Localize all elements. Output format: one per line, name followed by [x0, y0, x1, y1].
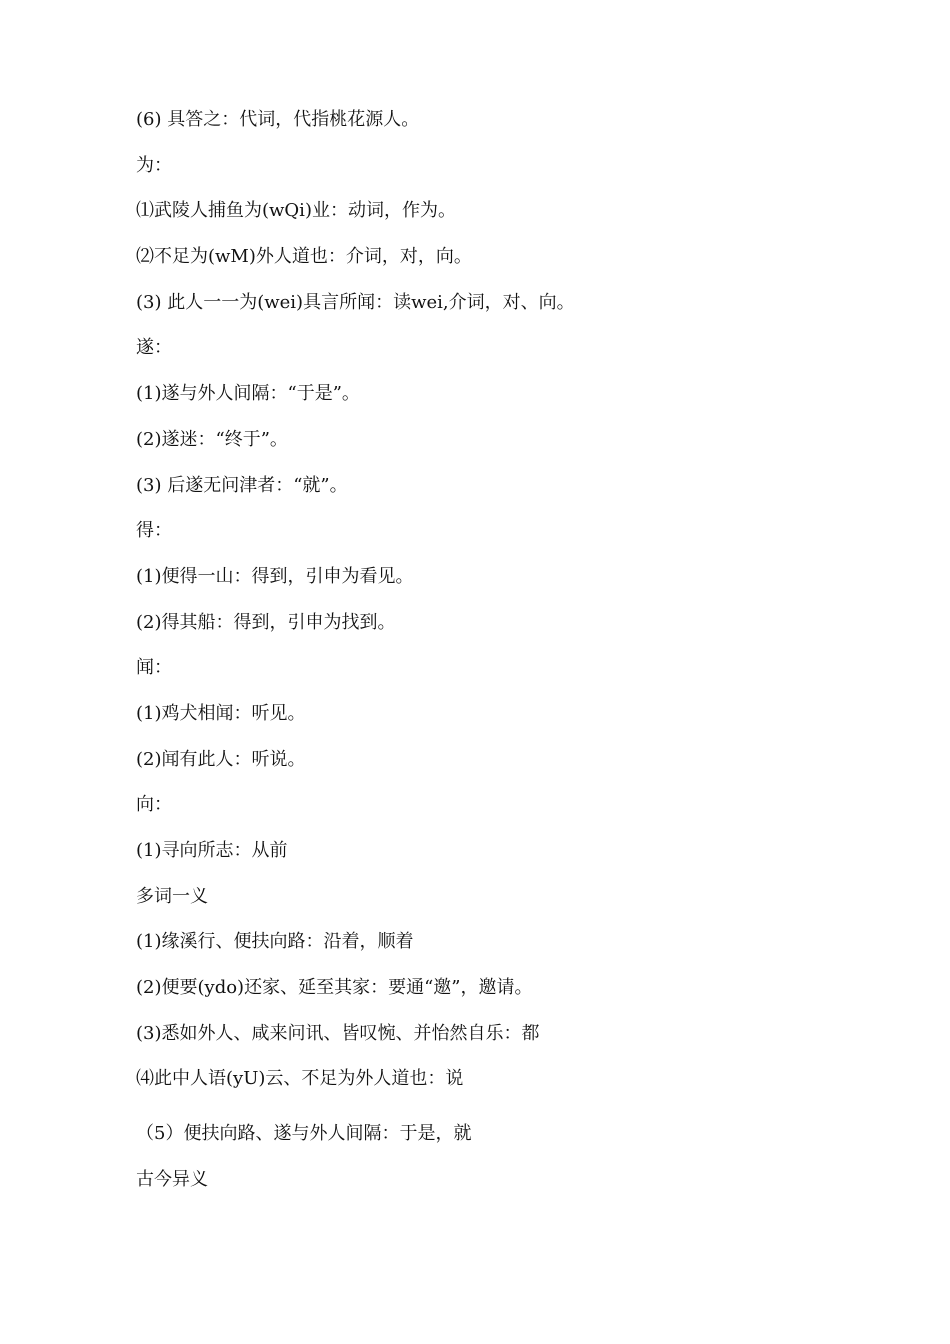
- text-line: ⑷此中人语(yU)云、不足为外人道也：说: [136, 1068, 464, 1090]
- text-line: (6) 具答之：代词，代指桃花源人。: [136, 109, 420, 130]
- text-line: (1)寻向所志：从前: [136, 840, 288, 861]
- section-heading-gu-jin-yi-yi: 古今异义: [136, 1168, 208, 1190]
- text-line: (3) 后遂无问津者：“就”。: [136, 474, 348, 496]
- text-line: ⑴武陵人捕鱼为(wQi)业：动词，作为。: [136, 200, 456, 222]
- section-heading-wen: 闻：: [136, 657, 172, 679]
- section-heading-xiang: 向：: [136, 794, 172, 816]
- text-line: (1)便得一山：得到，引申为看见。: [136, 565, 414, 587]
- text-line: (2)闻有此人：听说。: [136, 748, 306, 770]
- section-heading-de: 得：: [136, 520, 172, 542]
- text-line: (2)便要(ydo)还家、延至其家：要通“邀”，邀请。: [136, 977, 533, 999]
- text-line: ⑵不足为(wM)外人道也：介词，对，向。: [136, 246, 472, 268]
- text-line: （5）便扶向路、遂与外人间隔：于是，就: [136, 1123, 472, 1145]
- text-line: (3)悉如外人、咸来问讯、皆叹惋、并怡然自乐：都: [136, 1022, 540, 1044]
- document-body: [136, 105, 836, 1211]
- text-line: (1)缘溪行、便扶向路：沿着，顺着: [136, 931, 414, 953]
- section-heading-sui: 遂：: [136, 337, 172, 359]
- section-heading-wei: 为：: [136, 154, 172, 176]
- text-line: (3) 此人一一为(wei)具言所闻：读wei,介词，对、向。: [136, 291, 575, 313]
- text-line: (1)鸡犬相闻：听见。: [136, 702, 306, 724]
- text-line: (2)遂迷：“终于”。: [136, 428, 288, 450]
- text-line: (2)得其船：得到，引申为找到。: [136, 611, 396, 633]
- section-heading-duo-ci-yi-yi: 多词一义: [136, 885, 208, 907]
- text-line: (1)遂与外人间隔：“于是”。: [136, 383, 360, 405]
